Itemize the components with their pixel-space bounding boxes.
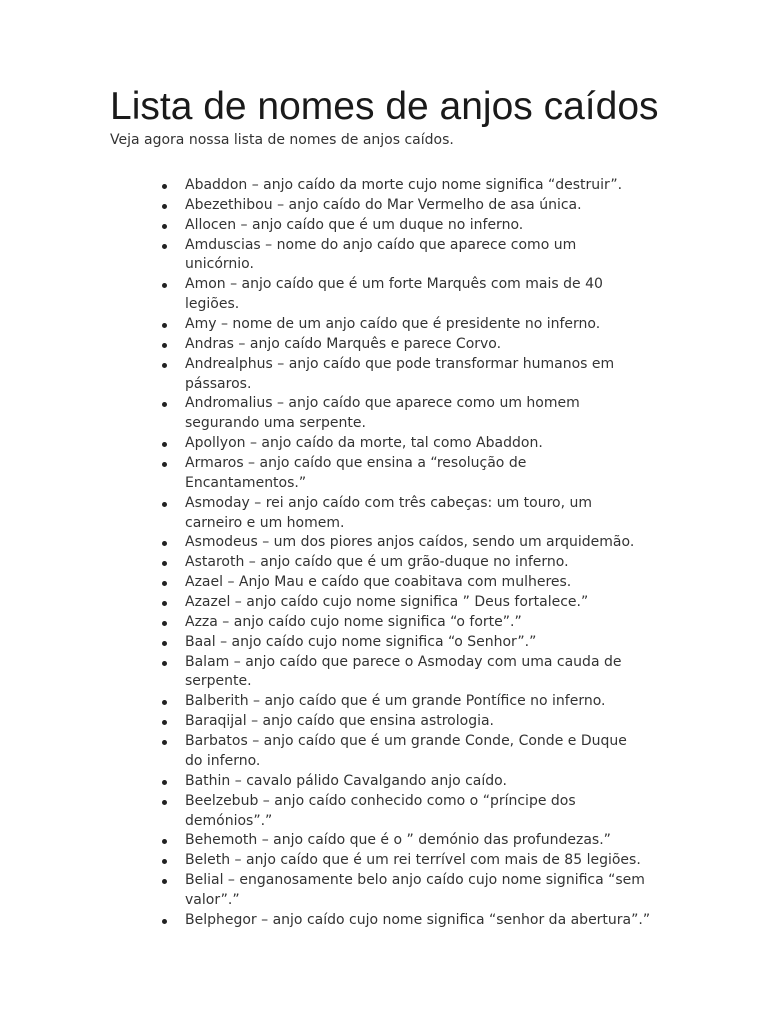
intro-text: Veja agora nossa lista de nomes de anjos caídos.: [110, 132, 454, 148]
list-item-text: Balam – anjo caído que parece o Asmoday com uma cauda de: [185, 653, 622, 670]
list-item: [185, 216, 665, 236]
list-item-text: Bathin – cavalo pálido Cavalgando anjo caído.: [185, 772, 507, 789]
list-item: [185, 494, 665, 534]
list-item-text: Beleth – anjo caído que é um rei terrível com mais de 85 legiões.: [185, 852, 641, 869]
list-item: [185, 871, 665, 911]
list-item: [185, 275, 665, 315]
list-item-text: Beelzebub – anjo caído conhecido como o “príncipe dos: [185, 792, 576, 809]
list-item-text: Asmodeus – um dos piores anjos caídos, sendo um arquidemão.: [185, 534, 635, 551]
list-item-text: Azael – Anjo Mau e caído que coabitava com mulheres.: [185, 574, 572, 591]
list-item: [185, 434, 665, 454]
list-item-text: Behemoth – anjo caído que é o ” demónio das profundezas.”: [185, 832, 611, 849]
list-item-text: legiões.: [185, 296, 240, 313]
list-item-text: Astaroth – anjo caído que é um grão-duque no inferno.: [185, 554, 569, 571]
list-item-text: Amon – anjo caído que é um forte Marquês com mais de 40: [185, 276, 603, 293]
list-item-text: Baraqijal – anjo caído que ensina astrologia.: [185, 713, 495, 730]
list-item-text: carneiro e um homem.: [185, 514, 345, 531]
list-item-text: serpente.: [185, 673, 252, 690]
fallen-angel-list: [185, 176, 665, 931]
list-item-text: segurando uma serpente.: [185, 415, 366, 432]
list-item: [185, 792, 665, 832]
list-item-text: Abezethibou – anjo caído do Mar Vermelho de asa única.: [185, 196, 582, 213]
list-item-text: Andras – anjo caído Marquês e parece Corvo.: [185, 335, 502, 352]
list-item-text: Amy – nome de um anjo caído que é presidente no inferno.: [185, 316, 601, 333]
list-item-text: Amduscias – nome do anjo caído que aparece como um: [185, 236, 577, 253]
list-item: [185, 394, 665, 434]
list-item: [185, 573, 665, 593]
list-item: [185, 613, 665, 633]
list-item: [185, 712, 665, 732]
list-item: [185, 553, 665, 573]
list-item-text: Encantamentos.”: [185, 474, 307, 491]
list-item-text: Azza – anjo caído cujo nome significa “o forte”.”: [185, 613, 522, 630]
list-item: [185, 593, 665, 613]
list-item-text: demónios”.”: [185, 812, 273, 829]
list-item-text: Armaros – anjo caído que ensina a “resolução de: [185, 455, 527, 472]
list-item-text: valor”.”: [185, 891, 240, 908]
list-item-text: Belial – enganosamente belo anjo caído cujo nome significa “sem: [185, 872, 645, 889]
list-item-text: Andrealphus – anjo caído que pode transformar humanos em: [185, 355, 615, 372]
list-item: [185, 454, 665, 494]
list-item: [185, 196, 665, 216]
list-item-text: do inferno.: [185, 752, 261, 769]
list-item: [185, 315, 665, 335]
list-item-text: Belphegor – anjo caído cujo nome significa “senhor da abertura”.”: [185, 911, 651, 928]
list-item: [185, 176, 665, 196]
list-item: [185, 772, 665, 792]
list-item: [185, 335, 665, 355]
list-item: [185, 732, 665, 772]
list-item-text: Abaddon – anjo caído da morte cujo nome significa “destruir”.: [185, 177, 623, 193]
list-item-text: Baal – anjo caído cujo nome significa “o Senhor”.”: [185, 633, 537, 650]
list-item: [185, 692, 665, 712]
list-item-text: Azazel – anjo caído cujo nome significa ” Deus fortalece.”: [185, 594, 589, 611]
list-item: [185, 851, 665, 871]
list-item: [185, 653, 665, 693]
list-item: [185, 831, 665, 851]
list-item-text: Apollyon – anjo caído da morte, tal como Abaddon.: [185, 435, 543, 452]
list-item: [185, 533, 665, 553]
list-item: [185, 355, 665, 395]
list-item-text: Allocen – anjo caído que é um duque no inferno.: [185, 216, 524, 233]
list-item-text: unicórnio.: [185, 256, 254, 273]
page-title: Lista de nomes de anjos caídos: [110, 85, 659, 128]
list-item: [185, 633, 665, 653]
list-item-text: Andromalius – anjo caído que aparece como um homem: [185, 395, 580, 412]
list-item: [185, 911, 665, 931]
list-item-text: Asmoday – rei anjo caído com três cabeças: um touro, um: [185, 494, 593, 511]
list-item-text: Barbatos – anjo caído que é um grande Conde, Conde e Duque: [185, 733, 627, 750]
list-item-text: pássaros.: [185, 375, 252, 392]
list-item-text: Balberith – anjo caído que é um grande Pontífice no inferno.: [185, 693, 606, 710]
list-item: [185, 236, 665, 276]
